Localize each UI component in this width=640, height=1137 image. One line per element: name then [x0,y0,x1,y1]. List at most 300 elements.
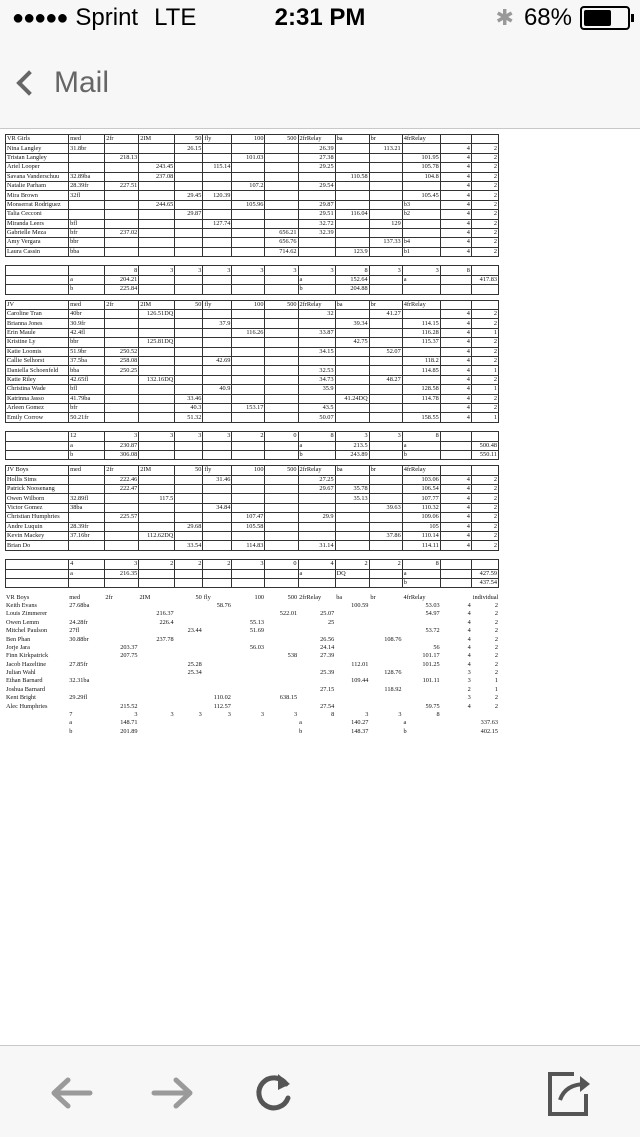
table-cell [175,677,203,685]
table-cell [139,569,175,578]
table-cell: 500 [265,466,298,475]
table-cell: 2 [471,319,498,328]
table-cell: 3 [467,677,471,685]
table-cell [139,394,175,403]
table-cell: 43.5 [298,403,335,412]
totals-row [6,285,499,294]
table-cell: b [69,285,105,294]
table-cell: 100 [232,300,265,309]
table-cell: 116.28 [402,328,440,337]
table-cell: 3 [139,266,175,275]
table-cell [203,310,232,319]
table-cell: Callie Selhorst [6,356,69,365]
table-cell [139,669,175,677]
table-cell: 114.83 [232,541,265,550]
table-row [6,228,499,237]
table-cell: 4 [440,328,471,337]
table-cell: 2 [494,694,498,702]
table-cell: Gabrielle Meza [6,228,69,237]
battery-tip [631,14,634,22]
table-cell [369,403,402,412]
table-cell: 4 [440,522,471,531]
bluetooth-icon: ✱ [495,5,514,30]
table-cell: 114.85 [402,366,440,375]
table-cell: Mira Brown [6,191,69,200]
table-row [5,652,499,660]
table-cell [298,494,335,503]
table-cell [5,719,68,727]
table-cell [175,153,203,162]
table-cell: 34.84 [203,503,232,512]
table-cell [441,728,472,736]
table-cell: 3 [175,432,203,441]
table-cell: 2IM [139,300,175,309]
table-cell [139,485,175,494]
table-cell: a [298,441,335,450]
table-cell [369,541,402,550]
table-cell: 250.25 [105,366,139,375]
table-cell [139,660,175,668]
reload-icon[interactable] [248,1068,298,1118]
table-cell: 30.88br [69,635,89,643]
table-cell: 2 [471,503,498,512]
table-cell: 153.17 [232,403,265,412]
table-row [5,627,499,635]
table-cell: 115.14 [203,163,232,172]
table-cell: 28.39fr [69,181,105,190]
table-cell [369,619,402,627]
table-cell: a [69,441,105,450]
table-cell: ba [335,300,369,309]
table-cell [139,181,175,190]
table-cell: 306.08 [105,450,139,459]
table-cell: 250.52 [105,347,139,356]
table-cell: 103.06 [402,475,440,484]
table-cell: 3 [139,432,175,441]
table-cell: 50 [195,593,202,601]
table-cell: 2fr [105,135,139,144]
table-cell: 8 [402,432,440,441]
table-cell: 101.03 [232,153,265,162]
table-cell [203,403,232,412]
table-cell [335,644,369,652]
table-cell [335,144,369,153]
table-cell: 4 [440,385,471,394]
forward-arrow-icon[interactable] [148,1068,198,1118]
totals-row [5,711,499,719]
table-cell [440,466,471,475]
table-cell [175,635,203,643]
table-cell [175,719,203,727]
table-cell [232,677,265,685]
table-cell [335,686,369,694]
table-row [6,475,499,484]
table-cell: 29.87 [298,200,335,209]
section-table-vr-boys [5,593,499,736]
table-cell: ba [335,466,369,475]
table-cell: 1 [471,366,498,375]
table-cell: 123.9 [335,247,369,256]
table-cell: 222.47 [105,485,139,494]
table-cell: 51.32 [175,413,203,422]
table-cell [105,172,139,181]
back-arrow-icon[interactable] [46,1068,96,1118]
table-cell [440,560,471,569]
table-cell [139,475,175,484]
table-cell: DQ [335,569,369,578]
table-cell [265,503,298,512]
table-cell: b2 [402,210,440,219]
table-cell: bfr [69,228,105,237]
table-row [5,660,499,668]
table-cell: 8 [331,711,335,719]
table-cell [369,644,402,652]
table-row [6,310,499,319]
table-cell [369,522,402,531]
table-cell [335,191,369,200]
table-cell [369,153,402,162]
table-cell: Amy Vergara [6,238,69,247]
table-cell: 4 [440,513,471,522]
table-cell [139,441,175,450]
table-cell: 500 [265,135,298,144]
table-cell [139,541,175,550]
table-cell: 32.31ba [69,677,90,685]
table-cell [175,328,203,337]
table-cell [6,266,69,275]
table-cell [175,172,203,181]
table-cell [335,219,369,228]
table-cell [298,522,335,531]
table-cell: 35.13 [335,494,369,503]
table-cell: b [402,450,440,459]
table-cell: 3 [105,432,139,441]
table-cell [175,275,203,284]
table-cell [335,503,369,512]
table-cell [265,677,298,685]
table-cell: 50 [175,135,203,144]
table-cell [335,200,369,209]
table-cell: 27.85fr [69,660,88,668]
table-cell: 2 [471,541,498,550]
table-cell: 105.78 [402,163,440,172]
table-cell: 337.63 [480,719,498,727]
table-cell: 116.04 [335,210,369,219]
table-cell [265,366,298,375]
table-cell: 42.65fl [69,375,105,384]
table-cell [471,432,498,441]
table-cell [175,702,203,710]
table-cell: 656.21 [265,228,298,237]
table-cell [471,266,498,275]
table-cell: 2 [471,356,498,365]
table-cell: 4 [298,560,335,569]
table-cell [203,172,232,181]
table-cell: 2 [471,394,498,403]
table-cell [298,338,335,347]
table-cell: 4 [440,219,471,228]
table-cell [104,619,138,627]
status-bar [0,0,640,40]
network-type: LTE [154,4,197,31]
table-cell [369,702,402,710]
table-cell [203,181,232,190]
table-row [6,403,499,412]
table-cell [203,494,232,503]
table-cell [175,219,203,228]
table-cell: 2 [471,347,498,356]
table-cell: 243.45 [139,163,175,172]
table-cell: Brian Do [6,541,69,550]
table-cell: 3 [369,432,402,441]
table-cell [203,366,232,375]
table-cell [105,503,139,512]
table-cell: 4frRelay [402,466,440,475]
table-cell [139,644,175,652]
table-cell: 4 [440,144,471,153]
totals-row [6,432,499,441]
table-cell: 50.07 [298,413,335,422]
table-cell [175,619,203,627]
table-cell [298,677,335,685]
table-cell: 105.58 [232,522,265,531]
table-cell: bbr [69,338,105,347]
table-cell: 110.32 [402,503,440,512]
table-cell [232,413,265,422]
table-cell: 101.17 [422,652,440,660]
table-cell: 225.57 [105,513,139,522]
table-cell: 115.37 [402,338,440,347]
table-cell [232,163,265,172]
table-cell [203,677,232,685]
table-cell: a [402,569,440,578]
table-cell: 656.76 [265,238,298,247]
table-cell [369,660,402,668]
table-cell: 2frRelay [298,135,335,144]
table-cell [335,238,369,247]
table-cell [232,285,265,294]
table-cell [105,413,139,422]
table-cell [203,627,232,635]
back-to-mail-button[interactable] [14,66,109,100]
table-cell: 2 [494,610,498,618]
table-cell: Caroline Tran [6,310,69,319]
table-cell [69,578,105,587]
table-cell: 118.2 [402,356,440,365]
table-cell [298,238,335,247]
table-cell: 226.4 [159,618,174,626]
table-cell: 3 [293,711,298,719]
table-cell [175,238,203,247]
table-cell: 201.89 [120,727,138,735]
table-cell [104,669,138,677]
table-cell: 127.74 [203,219,232,228]
table-cell: 32.53 [298,366,335,375]
table-cell: 101.25 [422,660,440,668]
table-cell: 2 [471,403,498,412]
table-cell: 152.64 [335,275,369,284]
table-cell [265,686,298,694]
table-cell [265,181,298,190]
table-cell [139,238,175,247]
table-cell [203,532,232,541]
table-cell: JV Boys [6,466,69,475]
table-cell: 27.15 [320,685,335,693]
table-cell: 3 [232,560,265,569]
table-cell [335,328,369,337]
table-row [6,375,499,384]
table-row [6,319,499,328]
table-cell [104,602,138,610]
table-cell: 402.15 [480,727,498,735]
table-cell [6,450,69,459]
table-cell [402,347,440,356]
table-cell: 107.47 [232,513,265,522]
table-cell: 4 [440,228,471,237]
battery-icon [580,6,630,30]
share-icon[interactable] [544,1068,594,1118]
table-cell [369,513,402,522]
table-cell: 8 [335,266,369,275]
table-cell: br [369,466,402,475]
table-cell: VR Girls [6,135,69,144]
table-cell: 4 [467,627,471,635]
table-cell [232,441,265,450]
table-cell: 100 [232,466,265,475]
table-cell: 2fr [105,466,139,475]
table-cell [139,522,175,531]
table-cell [203,610,232,618]
table-cell: 1 [471,385,498,394]
document-viewer[interactable] [0,129,640,1044]
table-cell: 31.46 [203,475,232,484]
section-table-jv-boys [5,465,499,588]
table-cell [139,602,175,610]
table-cell [203,275,232,284]
table-cell: 32.89ba [69,172,105,181]
table-cell: 2 [494,660,498,668]
table-cell [69,513,105,522]
table-cell [369,181,402,190]
table-cell: 34.73 [298,375,335,384]
table-cell: 550.11 [471,450,498,459]
table-cell [265,144,298,153]
table-cell [369,413,402,422]
table-cell: Andre Luquin [6,522,69,531]
table-row [5,694,499,702]
table-cell: 24.28fr [69,618,88,626]
table-cell: 158.55 [402,413,440,422]
table-cell [232,686,265,694]
table-cell [175,485,203,494]
table-cell: 1 [494,685,498,693]
table-cell [403,669,441,677]
table-cell: 39.63 [369,503,402,512]
table-cell: 32.89fl [69,494,105,503]
table-cell [232,669,265,677]
totals-row [6,275,499,284]
table-cell: 4 [440,181,471,190]
table-cell: a [69,275,105,284]
table-cell [203,238,232,247]
table-cell: 4 [467,660,471,668]
table-cell [265,319,298,328]
table-cell [369,578,402,587]
table-cell [139,627,175,635]
table-cell: 107.77 [402,494,440,503]
table-cell: 3 [203,266,232,275]
table-cell: 114.11 [402,541,440,550]
table-row [6,144,499,153]
table-cell [105,163,139,172]
table-cell: 25.39 [320,669,335,677]
table-cell: 8 [298,432,335,441]
table-cell: 2IM [139,135,175,144]
table-cell: 3 [175,266,203,275]
table-cell: 50 [175,466,203,475]
table-cell [175,310,203,319]
table-cell: 225.84 [105,285,139,294]
table-cell [139,319,175,328]
table-cell: 4 [467,610,471,618]
table-cell: 40.3 [175,403,203,412]
table-cell [335,627,369,635]
table-cell [440,135,471,144]
table-cell [403,694,441,702]
table-cell [232,366,265,375]
table-cell [369,275,402,284]
table-cell [232,719,265,727]
table-cell [139,219,175,228]
table-cell: a [69,569,105,578]
table-cell: Mitchel Paulson [6,627,48,635]
table-cell: 1 [494,677,498,685]
table-cell [203,686,232,694]
table-cell [232,172,265,181]
table-cell: 3 [398,711,402,719]
table-cell [175,347,203,356]
table-cell: 204.21 [105,275,139,284]
table-cell [139,275,175,284]
table-cell: 125.81DQ [139,338,175,347]
table-cell [105,394,139,403]
table-cell: 32.72 [298,219,335,228]
table-cell: 237.08 [139,172,175,181]
table-row [5,619,499,627]
table-cell: 40.9 [203,385,232,394]
table-cell [265,441,298,450]
table-cell: 8 [436,711,440,719]
table-cell: Katie Riley [6,375,69,384]
table-cell: 500 [287,593,298,601]
table-cell: 29.87 [175,210,203,219]
table-cell: 104.8 [402,172,440,181]
table-cell [175,385,203,394]
table-cell [265,644,298,652]
table-row [6,172,499,181]
table-cell: Nina Langley [6,144,69,153]
table-cell [335,347,369,356]
table-cell: 4frRelay [402,300,440,309]
table-cell: 2IM [139,593,151,601]
table-cell [175,450,203,459]
table-cell [402,228,440,237]
table-cell: Daniella Schoenfeld [6,366,69,375]
table-cell: 100 [232,135,265,144]
table-row [5,686,499,694]
table-cell [203,228,232,237]
table-cell: 4 [440,375,471,384]
